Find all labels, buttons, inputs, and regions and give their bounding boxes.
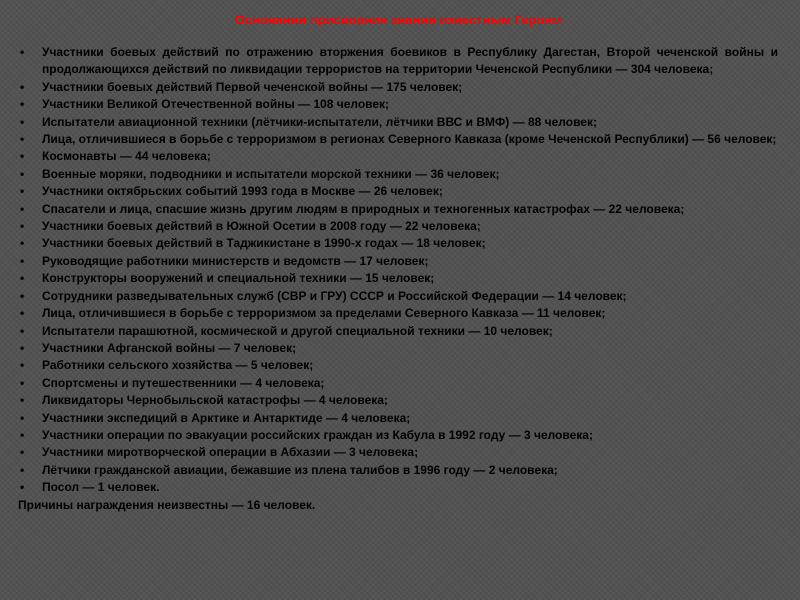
list-item-text: Участники Великой Отечественной войны — 108 человек; xyxy=(42,97,390,112)
bullet-icon: • xyxy=(20,340,25,355)
bullet-icon: • xyxy=(20,166,25,181)
bullet-icon: • xyxy=(20,201,25,216)
list-item xyxy=(18,270,778,287)
bullet-icon: • xyxy=(20,236,25,251)
bullet-icon: • xyxy=(20,306,25,321)
hero-basis-list xyxy=(18,44,778,497)
bullet-icon: • xyxy=(20,462,25,477)
bullet-icon: • xyxy=(20,45,25,59)
list-item xyxy=(18,340,778,357)
list-item xyxy=(18,357,778,374)
bullet-icon: • xyxy=(20,114,25,129)
slide xyxy=(18,10,778,590)
list-item-text: Сотрудники разведывательных служб (СВР и ГРУ) СССР и Российской Федерации — 14 человек; xyxy=(42,288,627,303)
list-item-text: Спасатели и лица, спасшие жизнь другим людям в природных и техногенных катастрофах — 22 человека; xyxy=(42,201,685,216)
list-item xyxy=(18,235,778,252)
bullet-icon: • xyxy=(20,219,25,234)
list-item-text: Посол — 1 человек. xyxy=(42,480,160,495)
bullet-icon: • xyxy=(20,323,25,338)
bullet-icon: • xyxy=(20,427,25,442)
list-item xyxy=(18,479,778,496)
list-item xyxy=(18,305,778,322)
list-item xyxy=(18,253,778,270)
list-item xyxy=(18,96,778,113)
bullet-icon: • xyxy=(20,445,25,460)
list-item-text: Военные моряки, подводники и испытатели морской техники — 36 человек; xyxy=(42,166,500,181)
list-item xyxy=(18,392,778,409)
list-item-text: Участники миротворческой операции в Абхазии — 3 человека; xyxy=(42,445,419,460)
list-item-text: Руководящие работники министерств и ведомств — 17 человек; xyxy=(42,253,429,268)
list-item xyxy=(18,183,778,200)
list-item-text: Участники боевых действий в Таджикистане в 1990-х годах — 18 человек; xyxy=(42,236,486,251)
list-item-text: Участники октябрьских событий 1993 года в Москве — 26 человек; xyxy=(42,184,443,199)
bullet-icon: • xyxy=(20,97,25,112)
list-item-text: Лица, отличившиеся в борьбе с терроризмом в регионах Северного Кавказа (кроме Чеченской Республики) — 56 человек; xyxy=(42,132,777,147)
bullet-icon: • xyxy=(20,288,25,303)
list-item xyxy=(18,288,778,305)
list-item xyxy=(18,44,778,79)
bullet-icon: • xyxy=(20,480,25,495)
list-item-text: Участники операции по эвакуации российских граждан из Кабула в 1992 году — 3 человека; xyxy=(42,427,593,442)
list-item-text: Участники экспедиций в Арктике и Антарктиде — 4 человека; xyxy=(42,410,411,425)
bullet-icon: • xyxy=(20,79,25,94)
bullet-icon: • xyxy=(20,149,25,164)
list-item xyxy=(18,201,778,218)
bullet-icon: • xyxy=(20,184,25,199)
list-item-text: Работники сельского хозяйства — 5 человек; xyxy=(42,358,314,373)
list-item-text: Спортсмены и путешественники — 4 человека; xyxy=(42,375,325,390)
bullet-icon: • xyxy=(20,132,25,147)
list-item xyxy=(18,218,778,235)
slide-title: Основания присвоения звания известным Героям xyxy=(234,12,562,27)
list-item xyxy=(18,427,778,444)
list-item xyxy=(18,148,778,165)
list-item xyxy=(18,166,778,183)
list-item xyxy=(18,444,778,461)
list-item-text: Лётчики гражданской авиации, бежавшие из плена талибов в 1996 году — 2 человека; xyxy=(42,462,558,477)
bullet-icon: • xyxy=(20,253,25,268)
list-item-text: Участники боевых действий Первой чеченской войны — 175 человек; xyxy=(42,79,463,94)
list-item xyxy=(18,462,778,479)
list-item xyxy=(18,131,778,148)
bullet-icon: • xyxy=(20,393,25,408)
list-item-text: Лица, отличившиеся в борьбе с терроризмом за пределами Северного Кавказа — 11 человек; xyxy=(42,306,606,321)
list-item xyxy=(18,114,778,131)
list-item-text: Участники Афганской войны — 7 человек; xyxy=(42,340,297,355)
bullet-icon: • xyxy=(20,358,25,373)
list-item-text: Участники боевых действий в Южной Осетии в 2008 году — 22 человека; xyxy=(42,219,481,234)
list-item-text: Космонавты — 44 человека; xyxy=(42,149,211,164)
list-item-text: Ликвидаторы Чернобыльской катастрофы — 4 человека; xyxy=(42,393,388,408)
list-item-text: Испытатели парашютной, космической и другой специальной техники — 10 человек; xyxy=(42,323,553,338)
bullet-icon: • xyxy=(20,410,25,425)
list-item-text: Участники боевых действий по отражению вторжения боевиков в Республику Дагестан, Второй чеченской войны и продолжающихся действий по ликвидации террористов на территории Чеченской Республики — 304 человека; xyxy=(42,45,778,77)
list-item-text: Испытатели авиационной техники (лётчики-испытатели, лётчики ВВС и ВМФ) — 88 человек; xyxy=(42,114,597,129)
list-item xyxy=(18,375,778,392)
list-item xyxy=(18,323,778,340)
unknown-reasons-note: Причины награждения неизвестны — 16 человек. xyxy=(18,497,316,512)
list-item xyxy=(18,410,778,427)
bullet-icon: • xyxy=(20,271,25,286)
list-item-text: Конструкторы вооружений и специальной техники — 15 человек; xyxy=(42,271,435,286)
list-item xyxy=(18,79,778,96)
bullet-icon: • xyxy=(20,375,25,390)
